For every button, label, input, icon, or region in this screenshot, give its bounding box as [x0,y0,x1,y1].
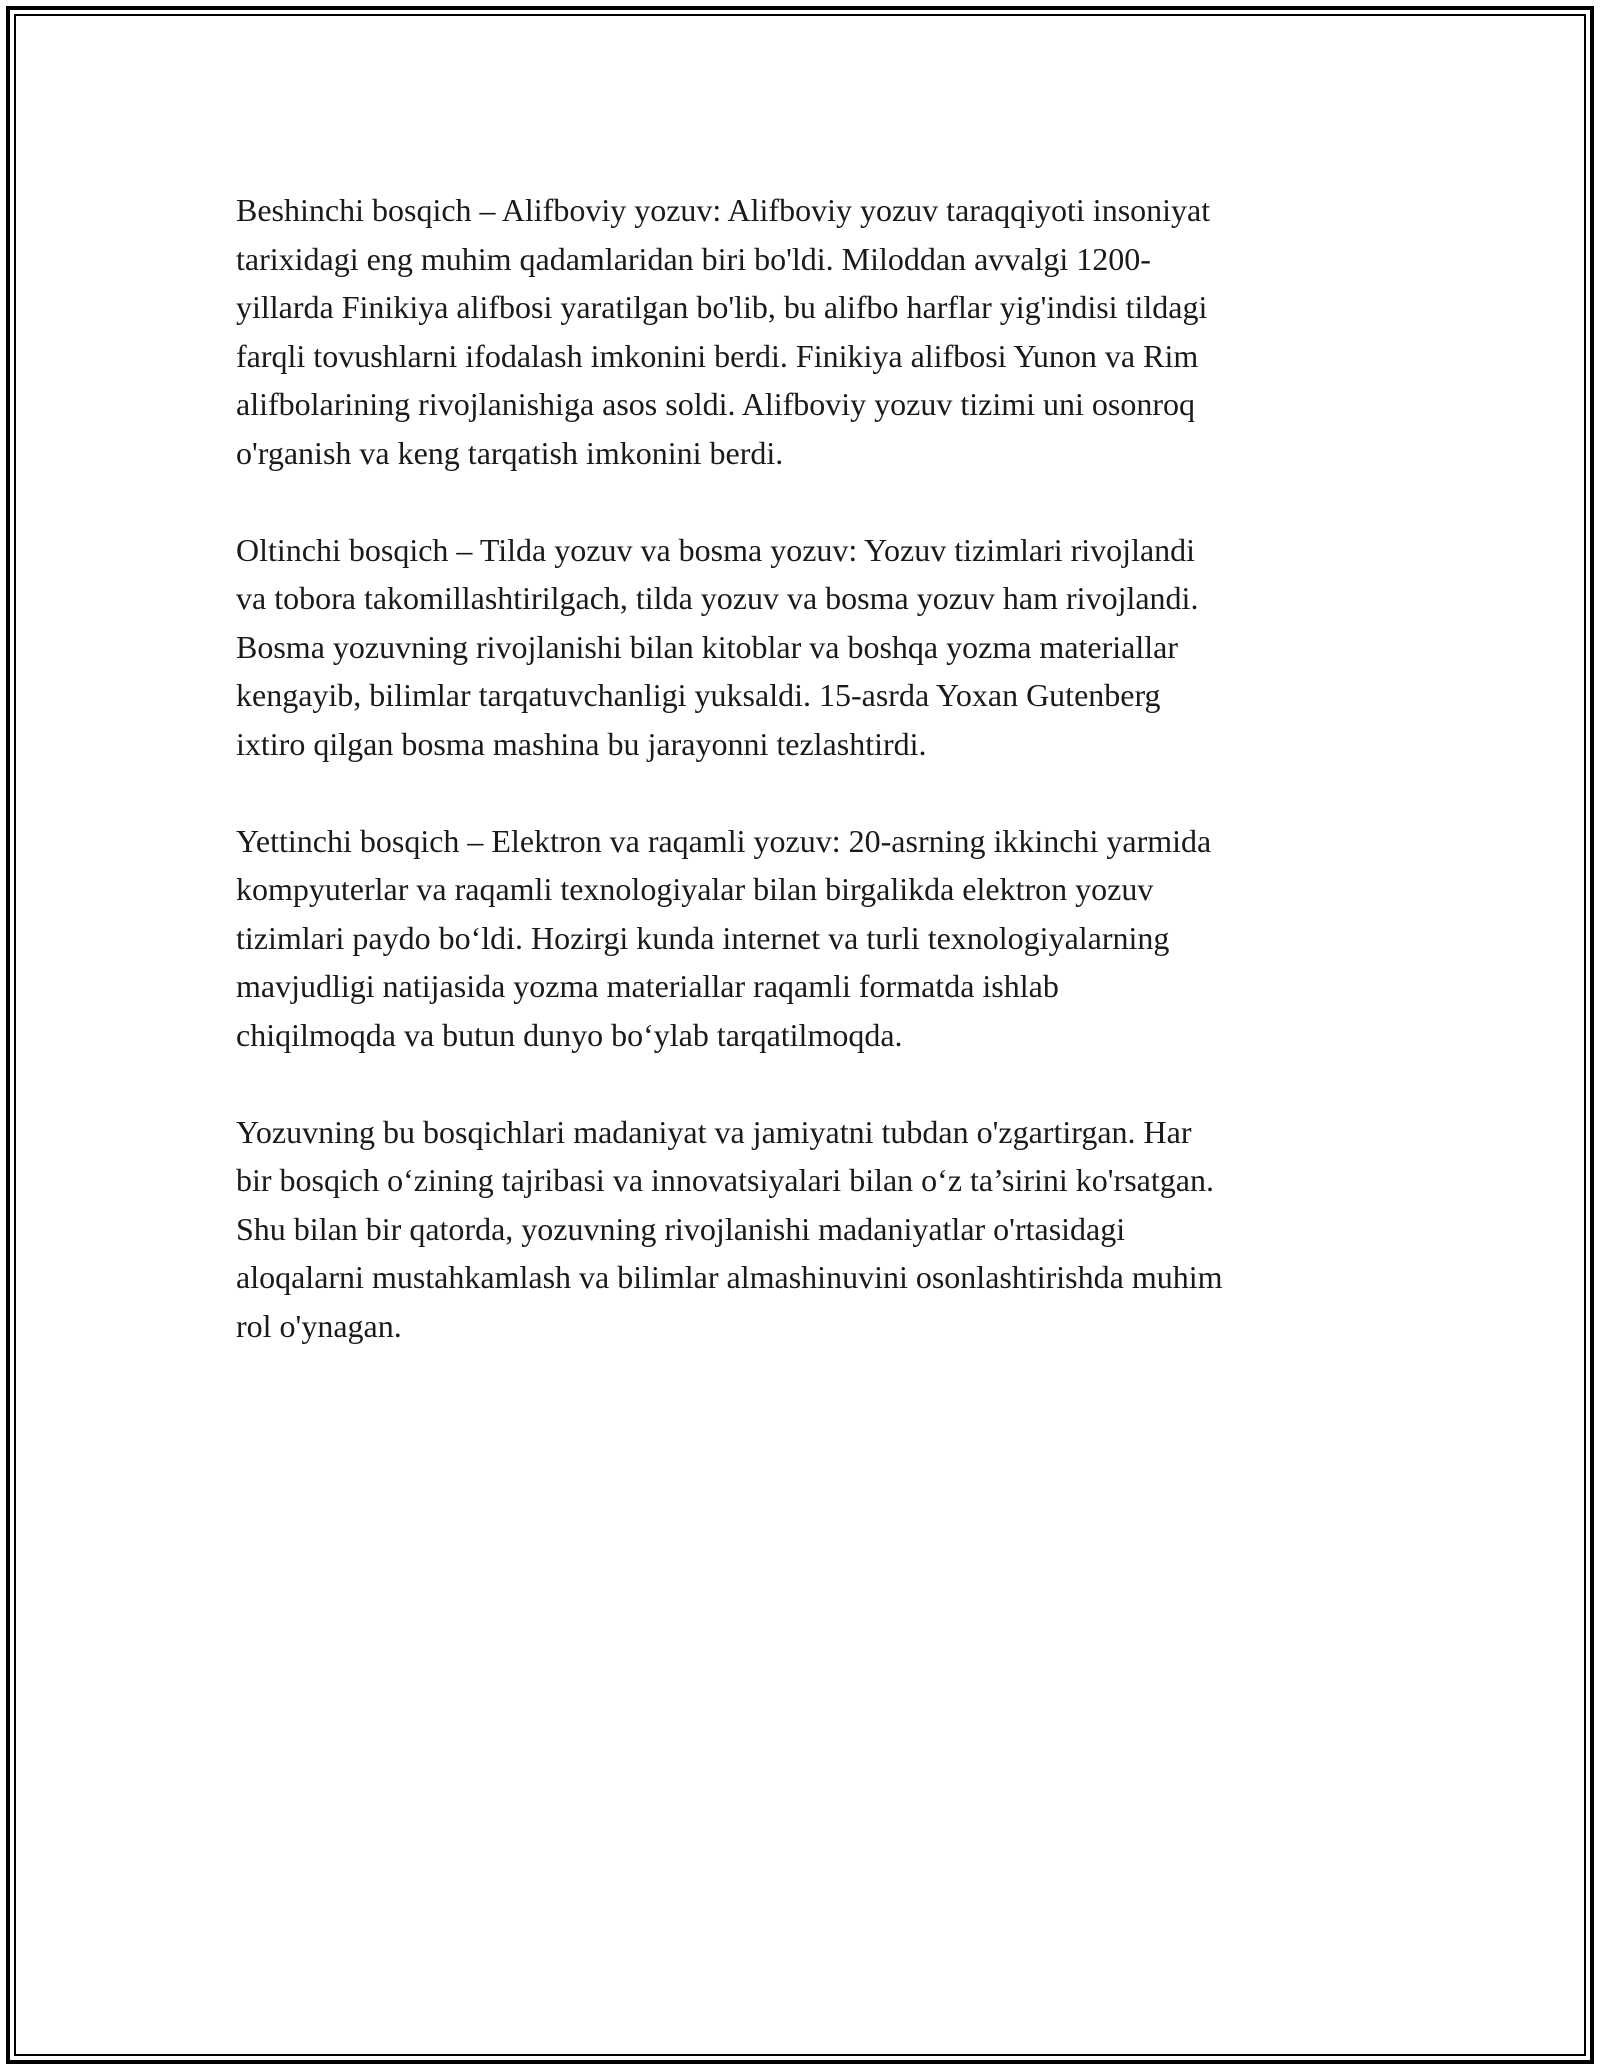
text-line: Bosma yozuvning rivojlanishi bilan kitoblar va boshqa yozma materiallar [236,628,1178,665]
text-line: o'rganish va keng tarqatish imkonini berdi. [236,434,784,471]
text-line: ixtiro qilgan bosma mashina bu jarayonni tezlashtirdi. [236,725,927,762]
paragraph-conclusion [236,1108,1376,1351]
text-line: tarixidagi eng muhim qadamlaridan biri bo'ldi. Miloddan avvalgi 1200- [236,240,1151,277]
paragraph-fifth-stage [236,186,1376,477]
paragraph-seventh-stage [236,817,1376,1060]
text-line: kengayib, bilimlar tarqatuvchanligi yuksaldi. 15-asrda Yoxan Gutenberg [236,677,1161,713]
text-line: Beshinchi bosqich – Alifboviy yozuv: Alifboviy yozuv taraqqiyoti insoniyat [236,192,1211,228]
text-line: mavjudligi natijasida yozma materiallar raqamli formatda ishlab [236,968,1059,1004]
text-line: Yozuvning bu bosqichlari madaniyat va jamiyatni tubdan o'zgartirgan. Har [236,1113,1192,1150]
text-line: bir bosqich o‘zining tajribasi va innovatsiyalari bilan o‘z ta’sirini ko'rsatgan. [236,1162,1214,1198]
text-line: va tobora takomillashtirilgach, tilda yozuv va bosma yozuv ham rivojlandi. [236,580,1199,616]
text-line: yillarda Finikiya alifbosi yaratilgan bo'lib, bu alifbo harflar yig'indisi tildagi [236,289,1208,325]
text-line: rol o'ynagan. [236,1307,402,1344]
text-line: alifbolarining rivojlanishiga asos soldi. Alifboviy yozuv tizimi uni osonroq [236,386,1196,422]
text-line: aloqalarni mustahkamlash va bilimlar almashinuvini osonlashtirishda muhim [236,1259,1223,1295]
text-line: tizimlari paydo bo‘ldi. Hozirgi kunda internet va turli texnologiyalarning [236,919,1170,956]
text-line: chiqilmoqda va butun dunyo bo‘ylab tarqatilmoqda. [236,1016,903,1053]
text-line: kompyuterlar va raqamli texnologiyalar bilan birgalikda elektron yozuv [236,871,1154,907]
text-line: Shu bilan bir qatorda, yozuvning rivojlanishi madaniyatlar o'rtasidagi [236,1210,1126,1247]
document-body [236,186,1376,1399]
text-line: Oltinchi bosqich – Tilda yozuv va bosma yozuv: Yozuv tizimlari rivojlandi [236,531,1196,568]
text-line: farqli tovushlarni ifodalash imkonini berdi. Finikiya alifbosi Yunon va Rim [236,337,1199,374]
text-line: Yettinchi bosqich – Elektron va raqamli yozuv: 20-asrning ikkinchi yarmida [236,822,1212,859]
paragraph-sixth-stage [236,526,1376,769]
